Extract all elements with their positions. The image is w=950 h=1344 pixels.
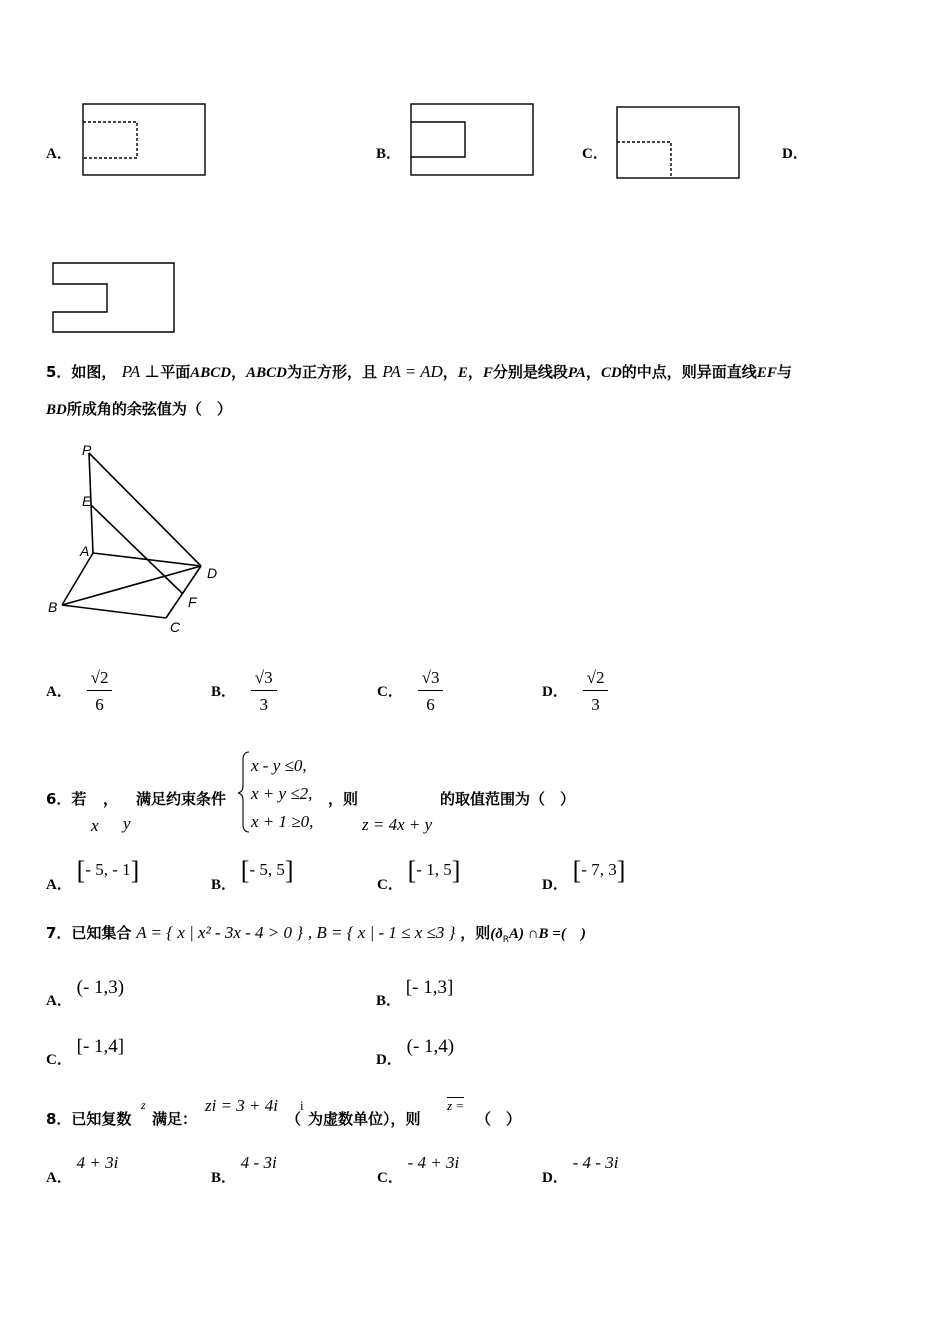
q7-option-c[interactable]: C． [- 1,4] (46, 1036, 125, 1068)
q7-set-b: , B = { x | - 1 ≤ x ≤3 } (307, 923, 456, 942)
q5-number: 5．如图， (46, 363, 117, 381)
q6-var-y: y (123, 814, 131, 833)
q5-e: E (457, 365, 468, 381)
q8-text2: 为虚数单位），则 (308, 1110, 421, 1128)
q5-bd: BD (46, 402, 67, 418)
q8-zbar: z = (447, 1098, 465, 1113)
q8-z: z (141, 1098, 146, 1112)
q6-constraints (251, 752, 313, 836)
q4-option-c-label: C． (582, 146, 608, 162)
q5-text4: 的中点，则异面直线 (621, 363, 757, 381)
q5-label-p: P (82, 442, 92, 458)
q8-text1: 满足： (152, 1110, 198, 1128)
q8-number: 8．已知复数 (46, 1110, 132, 1128)
q5-text5: 与 (776, 363, 792, 381)
q7-number: 7．已知集合 (46, 924, 132, 942)
q5-label-f: F (188, 594, 197, 610)
q5-label-d: D (207, 565, 218, 581)
q8-text3: （ ） (476, 1110, 522, 1128)
q6-text1: 满足约束条件 (136, 790, 227, 808)
q5-text3: 分别是线段 (492, 363, 568, 381)
q4-option-b-label: B． (376, 146, 402, 162)
q5-option-c[interactable]: C． $\frac{√3}{6}$ (377, 668, 443, 715)
q7-option-d[interactable]: D． (- 1,4) (376, 1036, 455, 1068)
q5-comma3: ， (467, 363, 483, 381)
q5-label-a: A (80, 543, 90, 559)
q5-option-d[interactable]: D． $\frac{√2}{3}$ (542, 668, 608, 715)
q8-equation: zi = 3 + 4i (205, 1096, 279, 1115)
q8-paren-open: （ (286, 1110, 302, 1128)
q5-label-e: E (82, 493, 92, 509)
q8-option-d[interactable]: D． - 4 - 3i (542, 1153, 619, 1186)
q5-comma2: ， (442, 363, 458, 381)
q6-text2: ，则 (328, 790, 359, 808)
q5-pa-eq-ad: PA = AD (382, 362, 443, 381)
q4-option-a-label: A． (46, 146, 72, 162)
q6-option-b[interactable]: B． [- 5, 5] (211, 856, 294, 893)
q6-number: 6．若 (46, 790, 87, 808)
q5-option-a[interactable]: A． $\frac{√2}{6}$ (46, 668, 112, 715)
q8-i: i (300, 1098, 304, 1113)
q5-pa: PA (567, 365, 586, 381)
q5-label-b: B (48, 599, 58, 615)
q5-option-b[interactable]: B． $\frac{√3}{3}$ (211, 668, 277, 715)
q6-comma: ， (103, 790, 119, 808)
q5-label-c: C (170, 619, 181, 635)
q7-sub: R (502, 935, 509, 945)
q5-text6: 所成角的余弦值为（ ） (66, 400, 232, 418)
q5-comma1: ， (231, 363, 247, 381)
q7-text1: ，则 (460, 924, 491, 942)
q5-cd: CD (600, 365, 622, 381)
q6-constraint-3: x + 1 ≥0, (251, 812, 314, 831)
q6-objective: z = 4x + y (362, 815, 433, 834)
q5-ef: EF (756, 365, 777, 381)
q8-option-a[interactable]: A． 4 + 3i (46, 1153, 119, 1186)
q8-option-b[interactable]: B． 4 - 3i (211, 1153, 277, 1186)
q6-option-d[interactable]: D． [- 7, 3] (542, 856, 626, 893)
q5-abcd2: ABCD (246, 365, 287, 381)
q7-complement: (ð (490, 926, 503, 942)
q7-stem (46, 922, 586, 945)
q4-option-d-label: D． (782, 146, 808, 162)
q8-option-c[interactable]: C． - 4 + 3i (377, 1153, 460, 1186)
q7-option-a[interactable]: A． (- 1,3) (46, 977, 125, 1009)
q5-abcd1: ABCD (190, 365, 232, 381)
q5-text1: 平面 (160, 363, 191, 381)
q6-constraint-2: x + y ≤2, (251, 784, 313, 803)
q5-f: F (482, 365, 493, 381)
q6-constraint-1: x - y ≤0, (251, 756, 307, 775)
q6-option-a[interactable]: A． [- 5, - 1] (46, 856, 140, 893)
q5-text2: 为正方形，且 (286, 363, 377, 381)
q5-pa-perp: PA ⊥ (121, 362, 161, 381)
q5-comma4: ， (585, 363, 601, 381)
q7-set-a: A = { x | x² - 3x - 4 > 0 } (136, 923, 304, 942)
q7-option-b[interactable]: B． [- 1,3] (376, 977, 454, 1009)
q6-option-c[interactable]: C． [- 1, 5] (377, 856, 461, 893)
q6-text3: 的取值范围为（ ） (440, 790, 576, 808)
q7-expr: A) ∩B =( ) (508, 926, 586, 942)
q6-var-x: x (91, 816, 99, 835)
